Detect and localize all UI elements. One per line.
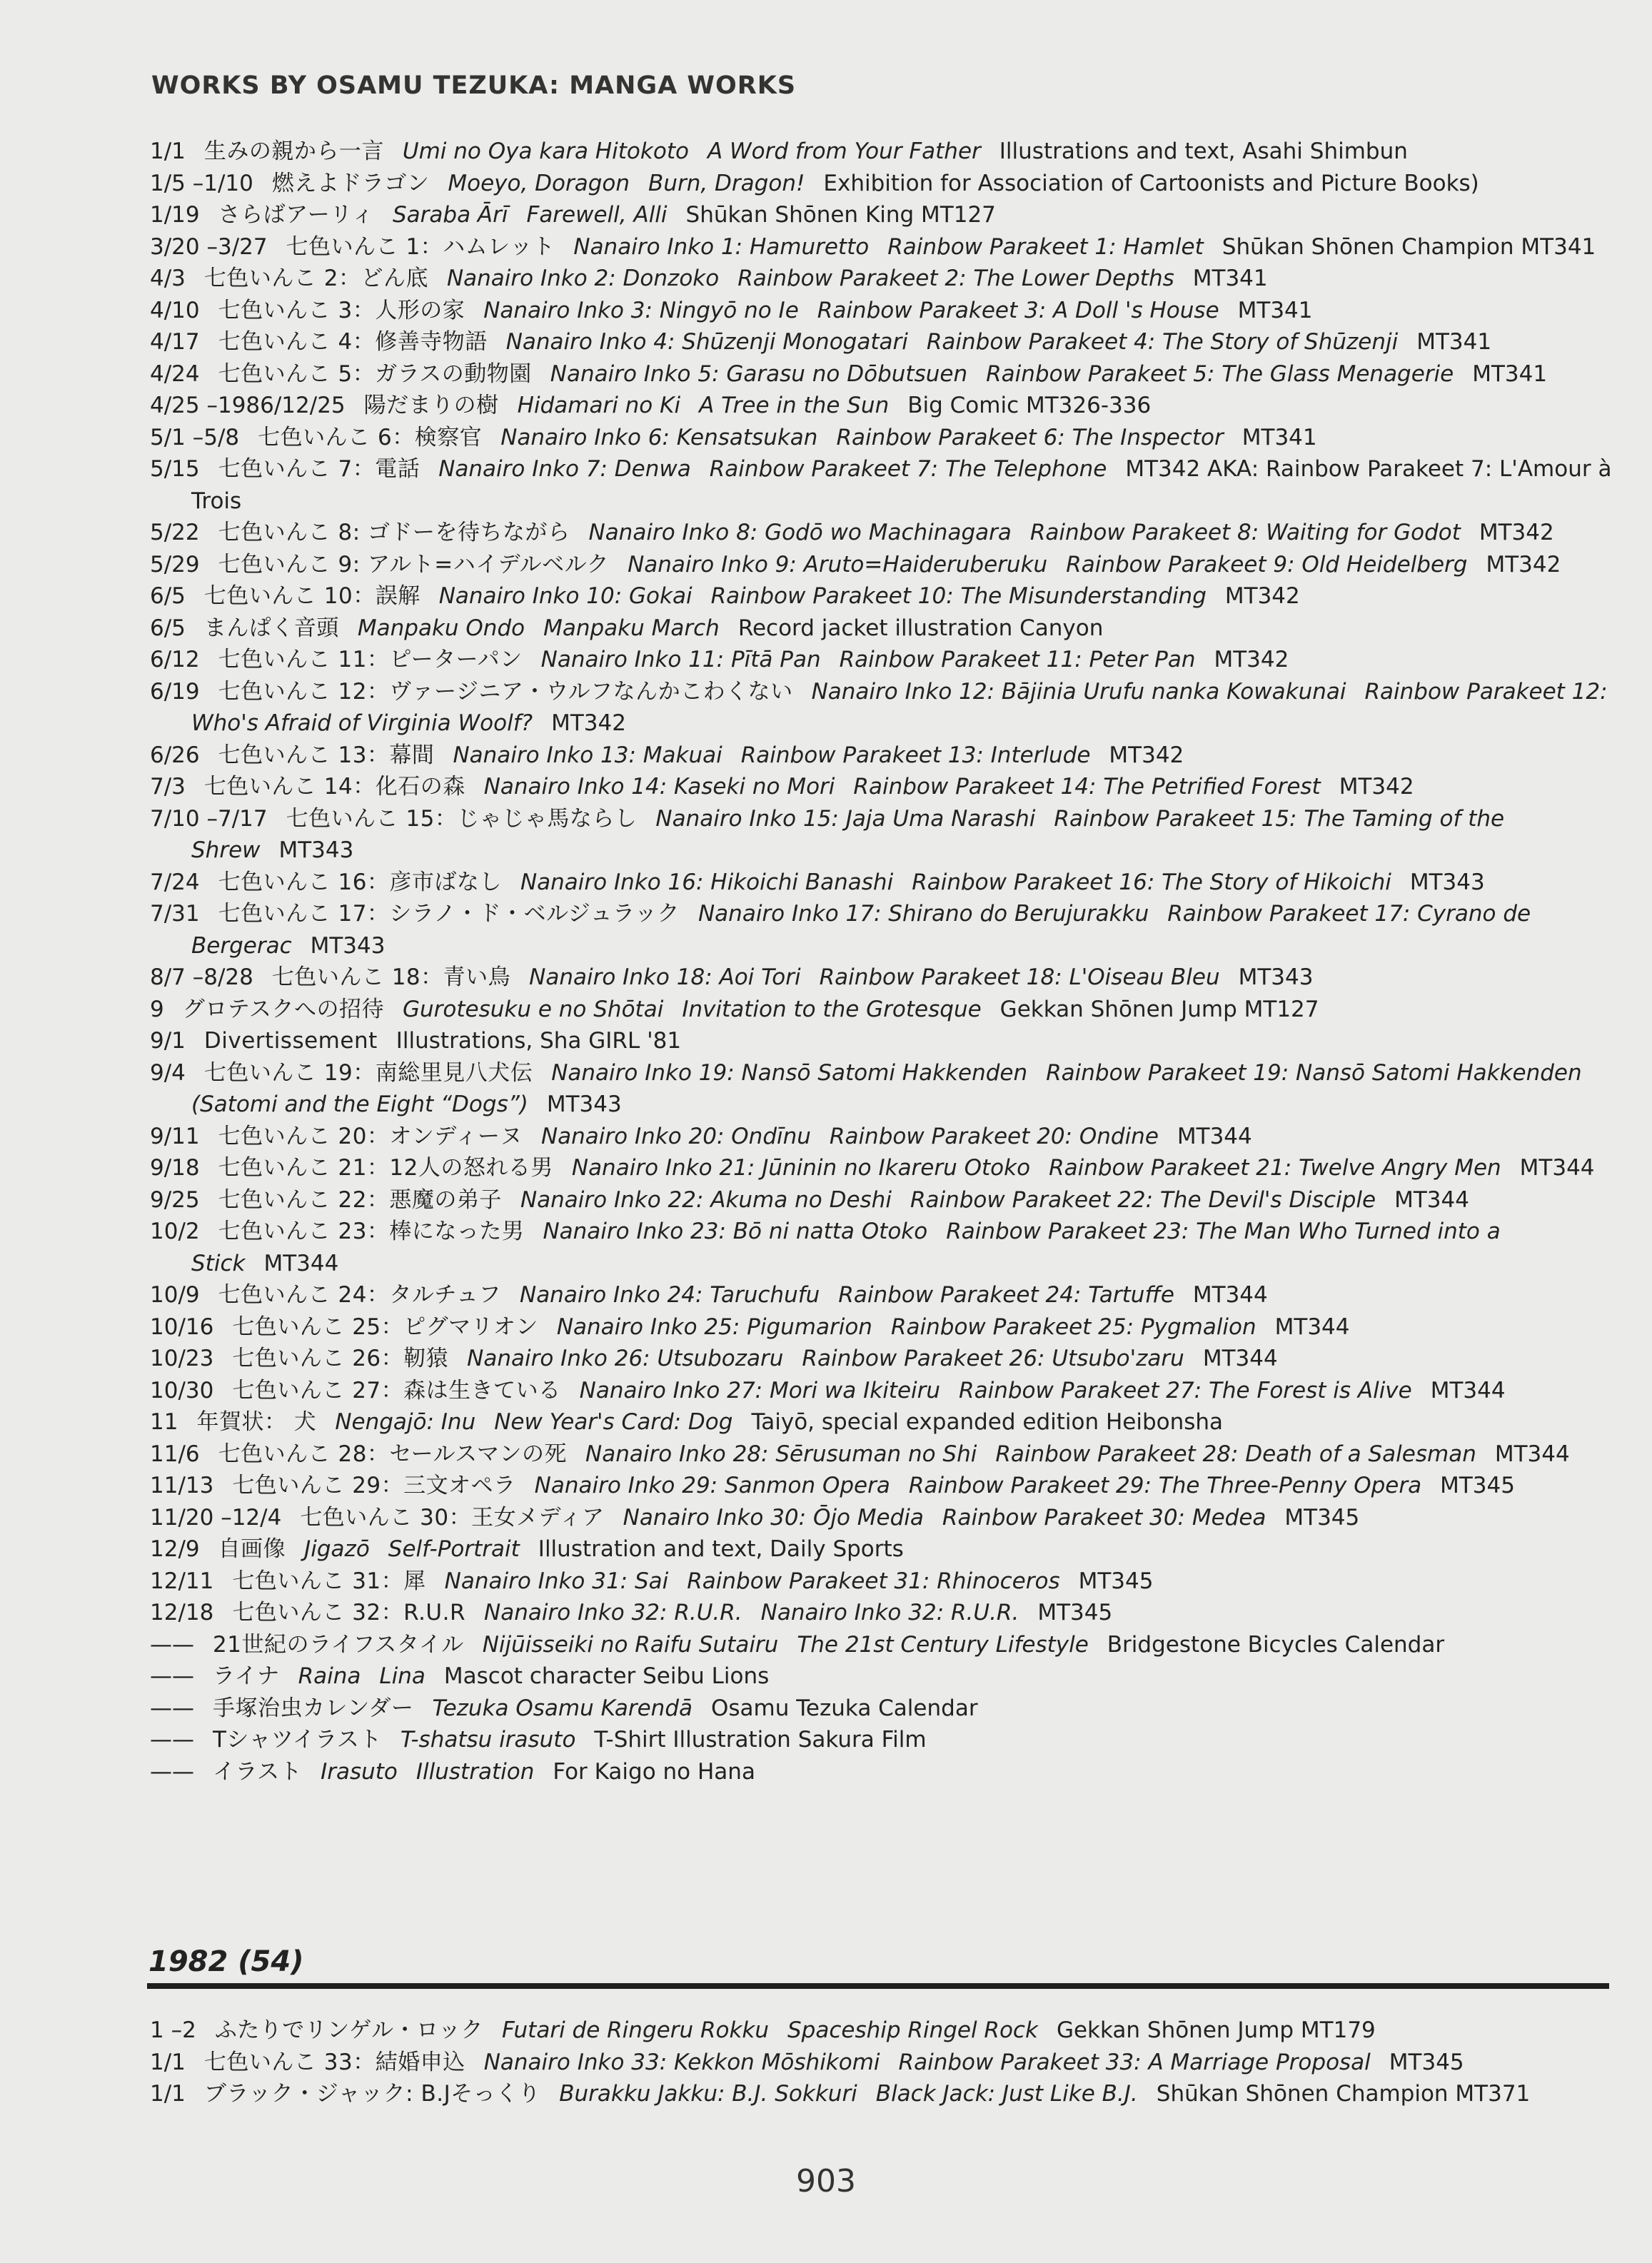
entry-note: Big Comic MT326-336	[907, 393, 1152, 418]
entry-date: 8/7 –8/28	[150, 964, 253, 990]
entry-japanese-title: さらばアーリィ	[218, 202, 374, 228]
entry-row	[150, 1693, 1613, 1725]
entry-row	[150, 1311, 1613, 1344]
entry-date: 9/25	[150, 1186, 200, 1213]
entry-japanese-title: ふたりでリンゲル・ロック	[214, 2017, 483, 2043]
entry-english-title: Invitation to the Grotesque	[682, 996, 982, 1022]
entry-date: 11	[150, 1409, 178, 1435]
entry-japanese-title: 七色いんこ 6：検察官	[258, 424, 483, 450]
entry-english-title: Rainbow Parakeet 24: Tartuffe	[838, 1282, 1174, 1308]
entry-romanized-title: Nanairo Inko 14: Kaseki no Mori	[483, 774, 835, 800]
entry-row	[150, 136, 1613, 168]
entry-row	[150, 1406, 1613, 1438]
entry-note: T-Shirt Illustration Sakura Film	[594, 1727, 927, 1753]
entry-note: MT344	[1494, 1441, 1570, 1467]
entry-japanese-title: 七色いんこ 13：幕間	[218, 742, 435, 768]
entry-japanese-title: イラスト	[213, 1758, 303, 1785]
entry-romanized-title: Nanairo Inko 29: Sanmon Opera	[534, 1473, 890, 1498]
entry-romanized-title: Nanairo Inko 10: Gokai	[438, 583, 692, 609]
entry-english-title: Rainbow Parakeet 25: Pygmalion	[890, 1314, 1256, 1340]
entry-note: Bridgestone Bicycles Calendar	[1107, 1631, 1445, 1658]
entry-japanese-title: 七色いんこ 16：彦市ばなし	[218, 869, 502, 895]
entry-date: 1/5 –1/10	[150, 170, 253, 196]
entry-date: 7/10 –7/17	[150, 805, 268, 832]
entry-english-title: Rainbow Parakeet 11: Peter Pan	[839, 647, 1196, 672]
entry-japanese-title: Divertissement	[203, 1028, 378, 1054]
entry-english-title: Rainbow Parakeet 29: The Three-Penny Opera	[908, 1473, 1422, 1498]
entry-romanized-title: Tezuka Osamu Karendā	[432, 1695, 692, 1721]
entry-row	[150, 1057, 1613, 1121]
entry-japanese-title: 七色いんこ 10：誤解	[203, 583, 420, 609]
entry-note: MT343	[310, 932, 386, 959]
entry-romanized-title: Futari de Ringeru Rokku	[501, 2017, 769, 2043]
entry-note: MT343	[546, 1092, 622, 1117]
entry-note: Shūkan Shōnen Champion MT371	[1156, 2081, 1531, 2107]
entry-note: MT345	[1284, 1504, 1360, 1531]
entry-english-title: Rainbow Parakeet 2: The Lower Depths	[737, 266, 1174, 291]
entry-row	[150, 1629, 1613, 1661]
entry-note: MT344	[1519, 1155, 1595, 1181]
entry-japanese-title: 七色いんこ 5：ガラスの動物園	[218, 361, 532, 387]
entry-date: 4/3	[150, 266, 186, 291]
entry-japanese-title: 七色いんこ 21：12人の怒れる男	[218, 1155, 553, 1181]
entry-date: 7/3	[150, 774, 186, 800]
entry-english-title: Manpaku March	[543, 615, 720, 641]
entry-romanized-title: Nanairo Inko 21: Jūninin no Ikareru Otoko	[571, 1155, 1031, 1181]
entry-romanized-title: Nanairo Inko 30: Ōjo Media	[623, 1504, 924, 1531]
entry-english-title: Rainbow Parakeet 22: The Devil's Disciple	[910, 1186, 1376, 1213]
entry-english-title: Rainbow Parakeet 14: The Petrified Forest	[853, 774, 1321, 800]
entry-japanese-title: 七色いんこ 3：人形の家	[218, 297, 465, 323]
entry-english-title: Rainbow Parakeet 15: The Taming of the Shrew	[191, 805, 1505, 863]
entry-romanized-title: Nanairo Inko 33: Kekkon Mōshikomi	[483, 2049, 880, 2075]
entry-note: Illustrations and text, Asahi Shimbun	[999, 138, 1408, 164]
entry-japanese-title: 七色いんこ 7：電話	[218, 456, 420, 482]
entry-romanized-title: Nanairo Inko 28: Sērusuman no Shi	[585, 1441, 977, 1467]
entry-romanized-title: Nanairo Inko 7: Denwa	[438, 456, 691, 482]
entry-note: Taiyō, special expanded edition Heibonsha	[751, 1409, 1224, 1435]
entry-row	[150, 295, 1613, 327]
entry-note: MT344	[1192, 1282, 1268, 1308]
year-heading: 1982 (54)	[148, 1945, 304, 1978]
running-head: WORKS BY OSAMU TEZUKA: MANGA WORKS	[151, 71, 797, 100]
entry-date: 9/11	[150, 1123, 200, 1149]
entry-row	[150, 1566, 1613, 1598]
entry-romanized-title: Nanairo Inko 16: Hikoichi Banashi	[520, 869, 894, 895]
entry-row	[150, 1216, 1613, 1279]
entry-japanese-title: 七色いんこ 14：化石の森	[203, 774, 465, 800]
entry-romanized-title: Nanairo Inko 32: R.U.R.	[484, 1600, 742, 1626]
entry-row	[150, 1279, 1613, 1311]
entry-row	[150, 168, 1613, 200]
entry-english-title: Farewell, Alli	[526, 202, 668, 228]
entry-note: MT345	[1037, 1600, 1113, 1626]
entry-note: Gekkan Shōnen Jump MT179	[1056, 2017, 1376, 2043]
entry-romanized-title: Nanairo Inko 27: Mori wa Ikiteiru	[579, 1377, 941, 1403]
entry-row	[150, 422, 1613, 454]
entry-date: 10/9	[150, 1282, 200, 1308]
entry-romanized-title: Jigazō	[304, 1536, 370, 1562]
entry-japanese-title: 手塚治虫カレンダー	[213, 1695, 414, 1721]
entry-japanese-title: 七色いんこ 2：どん底	[203, 266, 428, 291]
entry-note: Illustration and text, Daily Sports	[538, 1536, 904, 1562]
entry-row	[150, 803, 1613, 867]
entry-english-title: Rainbow Parakeet 27: The Forest is Alive	[959, 1377, 1412, 1403]
entry-japanese-title: 七色いんこ 19：南総里見八犬伝	[203, 1059, 533, 1086]
entry-romanized-title: Nanairo Inko 15: Jaja Uma Narashi	[655, 805, 1036, 832]
entry-english-title: Rainbow Parakeet 20: Ondine	[829, 1123, 1159, 1149]
entry-japanese-title: 燃えよドラゴン	[271, 170, 430, 196]
entry-japanese-title: 七色いんこ 8: ゴドーを待ちながら	[218, 520, 570, 545]
entry-romanized-title: Nanairo Inko 13: Makuai	[453, 742, 722, 768]
entry-row	[150, 962, 1613, 994]
entry-japanese-title: 七色いんこ 28：セールスマンの死	[218, 1441, 568, 1467]
entry-romanized-title: Nanairo Inko 8: Godō wo Machinagara	[588, 520, 1012, 545]
entry-row	[150, 898, 1613, 962]
entry-note: MT345	[1389, 2049, 1464, 2075]
entry-note: MT342	[1214, 647, 1289, 672]
entry-romanized-title: Nanairo Inko 6: Kensatsukan	[500, 424, 818, 450]
entry-romanized-title: Umi no Oya kara Hitokoto	[402, 138, 689, 164]
entry-note: MT342	[1109, 742, 1184, 768]
entry-english-title: Rainbow Parakeet 21: Twelve Angry Men	[1049, 1155, 1501, 1181]
entry-romanized-title: Nanairo Inko 1: Hamuretto	[573, 233, 870, 260]
entry-row	[150, 1184, 1613, 1216]
entry-row	[150, 2015, 1613, 2047]
entry-romanized-title: Nanairo Inko 3: Ningyō no Ie	[483, 297, 799, 323]
entry-english-title: Rainbow Parakeet 13: Interlude	[740, 742, 1091, 768]
entry-japanese-title: 七色いんこ 33：結婚申込	[203, 2049, 465, 2075]
entry-row	[150, 1025, 1613, 1057]
entry-romanized-title: Saraba Ārī	[392, 202, 508, 228]
entry-note: MT344	[1202, 1346, 1278, 1371]
entry-english-title: Burn, Dragon!	[648, 170, 805, 196]
entry-note: MT342	[1224, 583, 1300, 609]
entry-date: ——	[150, 1631, 194, 1658]
entry-english-title: Rainbow Parakeet 7: The Telephone	[709, 456, 1107, 482]
entry-note: Gekkan Shōnen Jump MT127	[999, 996, 1319, 1022]
entry-date: ——	[150, 1758, 194, 1785]
entry-row	[150, 263, 1613, 295]
entry-date: 5/22	[150, 520, 200, 545]
entry-note: Illustrations, Sha GIRL '81	[396, 1028, 682, 1054]
entry-japanese-title: 七色いんこ 15：じゃじゃ馬ならし	[286, 805, 638, 832]
entry-row	[150, 358, 1613, 390]
entry-english-title: Rainbow Parakeet 30: Medea	[942, 1504, 1266, 1531]
entry-english-title: Black Jack: Just Like B.J.	[875, 2081, 1138, 2107]
entry-romanized-title: Nanairo Inko 26: Utsubozaru	[467, 1346, 784, 1371]
entry-note: MT341	[1416, 329, 1492, 355]
entry-english-title: Spaceship Ringel Rock	[787, 2017, 1038, 2043]
entry-japanese-title: 七色いんこ 17：シラノ・ド・ベルジュラック	[218, 901, 680, 927]
entry-japanese-title: まんぱく音頭	[203, 615, 339, 641]
entry-row	[150, 1597, 1613, 1629]
entry-note: MT341	[1241, 424, 1317, 450]
entry-date: 10/2	[150, 1219, 200, 1244]
entry-english-title: Rainbow Parakeet 19: Nansō Satomi Hakkenden (Satomi and the Eight “Dogs”)	[191, 1059, 1582, 1117]
entry-japanese-title: 七色いんこ 20：オンディーヌ	[218, 1123, 523, 1149]
entry-japanese-title: 七色いんこ 26：靭猿	[232, 1346, 449, 1371]
entry-date: ——	[150, 1727, 194, 1753]
entry-date: 9/4	[150, 1059, 186, 1086]
entry-english-title: Rainbow Parakeet 8: Waiting for Godot	[1029, 520, 1461, 545]
entry-english-title: Lina	[379, 1663, 425, 1689]
entry-japanese-title: 七色いんこ 12：ヴァージニア・ウルフなんかこわくない	[218, 678, 793, 705]
entry-date: 9/18	[150, 1155, 200, 1181]
entry-japanese-title: 七色いんこ 30：王女メディア	[300, 1504, 605, 1531]
entry-romanized-title: Irasuto	[321, 1758, 398, 1785]
entry-note: For Kaigo no Hana	[553, 1758, 755, 1785]
entry-english-title: Rainbow Parakeet 17: Cyrano de Bergerac	[191, 901, 1531, 959]
entry-english-title: Nanairo Inko 32: R.U.R.	[760, 1600, 1019, 1626]
entries-list	[150, 136, 1613, 1788]
entry-japanese-title: 七色いんこ 18：青い鳥	[271, 964, 511, 990]
entry-romanized-title: Nanairo Inko 5: Garasu no Dōbutsuen	[550, 361, 968, 387]
entry-note: Shūkan Shōnen King MT127	[685, 202, 996, 228]
entry-note: MT342	[1486, 551, 1561, 578]
entry-row	[150, 676, 1613, 740]
entry-date: 9	[150, 996, 164, 1022]
entry-date: ——	[150, 1663, 194, 1689]
entry-japanese-title: 生みの親から一言	[203, 138, 384, 164]
entry-romanized-title: Nanairo Inko 18: Aoi Tori	[529, 964, 801, 990]
entry-romanized-title: Nanairo Inko 20: Ondīnu	[540, 1123, 811, 1149]
entry-row	[150, 2047, 1613, 2079]
entry-romanized-title: Nanairo Inko 19: Nansō Satomi Hakkenden	[551, 1059, 1028, 1086]
entry-date: 12/9	[150, 1536, 200, 1562]
entry-romanized-title: Nanairo Inko 22: Akuma no Deshi	[520, 1186, 892, 1213]
entry-row	[150, 740, 1613, 772]
entry-japanese-title: 七色いんこ 25：ピグマリオン	[232, 1314, 538, 1340]
entry-note: MT344	[1430, 1377, 1506, 1403]
entry-japanese-title: 21世紀のライフスタイル	[213, 1631, 464, 1658]
entry-japanese-title: 七色いんこ 31：犀	[232, 1568, 426, 1594]
entry-date: 1/1	[150, 138, 186, 164]
entry-english-title: Rainbow Parakeet 31: Rhinoceros	[687, 1568, 1060, 1594]
entry-row	[150, 1438, 1613, 1471]
entry-date: 11/20 –12/4	[150, 1504, 282, 1531]
entry-note: MT343	[1409, 869, 1485, 895]
entry-note: MT345	[1440, 1473, 1515, 1498]
entry-row	[150, 1502, 1613, 1534]
entry-note: Record jacket illustration Canyon	[737, 615, 1104, 641]
entry-date: 3/20 –3/27	[150, 233, 268, 260]
entry-romanized-title: Nanairo Inko 4: Shūzenji Monogatari	[505, 329, 908, 355]
entry-date: 9/1	[150, 1028, 186, 1054]
entry-english-title: Rainbow Parakeet 12: Who's Afraid of Virginia Woolf?	[191, 678, 1608, 736]
entry-row	[150, 867, 1613, 899]
entry-english-title: Rainbow Parakeet 5: The Glass Menagerie	[986, 361, 1454, 387]
entry-date: 4/25 –1986/12/25	[150, 393, 346, 418]
entry-japanese-title: 年賀状： 犬	[196, 1409, 317, 1435]
entry-row	[150, 771, 1613, 803]
entry-date: 6/5	[150, 615, 186, 641]
entry-romanized-title: Nanairo Inko 25: Pigumarion	[556, 1314, 872, 1340]
entry-english-title: Rainbow Parakeet 10: The Misunderstanding	[710, 583, 1207, 609]
entry-romanized-title: Burakku Jakku: B.J. Sokkuri	[559, 2081, 857, 2107]
entry-japanese-title: 七色いんこ 23：棒になった男	[218, 1219, 525, 1244]
entry-english-title: Rainbow Parakeet 33: A Marriage Proposal	[898, 2049, 1371, 2075]
entry-romanized-title: T-shatsu irasuto	[400, 1727, 576, 1753]
entry-row	[150, 1724, 1613, 1756]
entry-japanese-title: 七色いんこ 24：タルチュフ	[218, 1282, 501, 1308]
entry-row	[150, 1660, 1613, 1693]
entry-row	[150, 231, 1613, 263]
entry-date: 10/16	[150, 1314, 214, 1340]
entry-english-title: New Year's Card: Dog	[494, 1409, 733, 1435]
entry-note: MT344	[263, 1250, 339, 1276]
entry-english-title: A Word from Your Father	[707, 138, 981, 164]
entry-english-title: Rainbow Parakeet 3: A Doll 's House	[817, 297, 1219, 323]
entry-note: MT342	[551, 710, 626, 736]
entry-japanese-title: グロテスクへの招待	[182, 996, 384, 1022]
entry-note: MT341	[1472, 361, 1548, 387]
entry-japanese-title: 七色いんこ 27：森は生きている	[232, 1377, 561, 1403]
entry-japanese-title: 七色いんこ 32：R.U.R	[232, 1600, 466, 1626]
entry-japanese-title: 七色いんこ 9: アルト=ハイデルベルク	[218, 551, 610, 578]
entry-japanese-title: 陽だまりの樹	[363, 393, 499, 418]
entry-row	[150, 613, 1613, 645]
entry-date: 5/15	[150, 456, 200, 482]
entry-note: MT344	[1177, 1123, 1252, 1149]
entry-japanese-title: 自画像	[218, 1536, 286, 1562]
entry-english-title: Illustration	[415, 1758, 535, 1785]
entry-note: MT345	[1078, 1568, 1154, 1594]
entry-date: 5/1 –5/8	[150, 424, 240, 450]
entry-row	[150, 199, 1613, 231]
entry-note: Osamu Tezuka Calendar	[711, 1695, 978, 1721]
page-number: 903	[796, 2163, 856, 2199]
entry-english-title: Rainbow Parakeet 4: The Story of Shūzenji	[926, 329, 1399, 355]
entry-romanized-title: Raina	[298, 1663, 361, 1689]
entry-date: 10/23	[150, 1346, 214, 1371]
entry-japanese-title: ライナ	[213, 1663, 280, 1689]
entries-1982-list	[150, 2015, 1613, 2110]
entry-romanized-title: Nanairo Inko 24: Taruchufu	[520, 1282, 820, 1308]
entry-date: 1/1	[150, 2081, 186, 2107]
entry-date: ——	[150, 1695, 194, 1721]
entry-date: 7/24	[150, 869, 200, 895]
entry-note: MT343	[278, 837, 354, 863]
entry-note: Shūkan Shōnen Champion MT341	[1222, 233, 1596, 260]
year-divider	[147, 1983, 1609, 1989]
entry-japanese-title: 七色いんこ 22：悪魔の弟子	[218, 1186, 502, 1213]
entry-date: 11/13	[150, 1473, 214, 1498]
entry-japanese-title: 七色いんこ 29：三文オペラ	[232, 1473, 516, 1498]
entry-note: MT341	[1237, 297, 1313, 323]
entry-romanized-title: Nijūisseiki no Raifu Sutairu	[482, 1631, 779, 1658]
entry-row	[150, 1533, 1613, 1566]
entry-english-title: Rainbow Parakeet 23: The Man Who Turned into a Stick	[191, 1219, 1501, 1276]
entry-date: 6/19	[150, 678, 200, 705]
entry-date: 5/29	[150, 551, 200, 578]
entry-row	[150, 1375, 1613, 1407]
entry-english-title: Rainbow Parakeet 26: Utsubo'zaru	[802, 1346, 1184, 1371]
entry-note: Mascot character Seibu Lions	[443, 1663, 770, 1689]
entry-row	[150, 1470, 1613, 1502]
entry-date: 4/17	[150, 329, 200, 355]
entry-english-title: Rainbow Parakeet 1: Hamlet	[887, 233, 1204, 260]
entry-english-title: Rainbow Parakeet 28: Death of a Salesman	[995, 1441, 1476, 1467]
entry-romanized-title: Nanairo Inko 12: Bājinia Urufu nanka Kowakunai	[811, 678, 1346, 705]
entry-note: MT341	[1192, 266, 1268, 291]
entry-date: 12/11	[150, 1568, 214, 1594]
entry-row	[150, 2078, 1613, 2110]
entry-note: MT343	[1238, 964, 1314, 990]
entry-row	[150, 326, 1613, 358]
entry-english-title: Self-Portrait	[388, 1536, 520, 1562]
entry-note: MT344	[1274, 1314, 1350, 1340]
entry-note: Exhibition for Association of Cartoonists and Picture Books)	[823, 170, 1479, 196]
entry-japanese-title: 七色いんこ 4：修善寺物語	[218, 329, 488, 355]
entry-romanized-title: Nanairo Inko 2: Donzoko	[446, 266, 720, 291]
entry-english-title: Rainbow Parakeet 16: The Story of Hikoichi	[912, 869, 1391, 895]
entry-date: 11/6	[150, 1441, 200, 1467]
entry-date: 7/31	[150, 901, 200, 927]
entry-row	[150, 1152, 1613, 1184]
entry-romanized-title: Nanairo Inko 9: Aruto=Haideruberuku	[628, 551, 1048, 578]
entry-romanized-title: Nanairo Inko 11: Pītā Pan	[540, 647, 821, 672]
entry-date: 6/26	[150, 742, 200, 768]
entry-english-title: Rainbow Parakeet 18: L'Oiseau Bleu	[819, 964, 1220, 990]
entry-note: MT342 AKA: Rainbow Parakeet 7: L'Amour à Trois	[191, 456, 1612, 514]
entry-english-title: A Tree in the Sun	[699, 393, 890, 418]
entry-japanese-title: Tシャツイラスト	[213, 1727, 382, 1753]
entry-row	[150, 453, 1613, 517]
entry-romanized-title: Manpaku Ondo	[357, 615, 525, 641]
entry-date: 4/10	[150, 297, 200, 323]
entry-row	[150, 1343, 1613, 1375]
entry-note: MT342	[1479, 520, 1554, 545]
entry-date: 1 –2	[150, 2017, 196, 2043]
entry-row	[150, 390, 1613, 422]
entry-english-title: Rainbow Parakeet 9: Old Heidelberg	[1066, 551, 1468, 578]
entry-row	[150, 1756, 1613, 1788]
entry-date: 1/19	[150, 202, 200, 228]
entry-date: 10/30	[150, 1377, 214, 1403]
entry-romanized-title: Gurotesuku e no Shōtai	[403, 996, 664, 1022]
entry-romanized-title: Moeyo, Doragon	[448, 170, 630, 196]
entry-romanized-title: Nengajō: Inu	[335, 1409, 476, 1435]
entry-english-title: The 21st Century Lifestyle	[797, 1631, 1089, 1658]
entry-date: 6/12	[150, 647, 200, 672]
entry-row	[150, 517, 1613, 549]
entry-japanese-title: 七色いんこ 1：ハムレット	[286, 233, 555, 260]
entry-row	[150, 644, 1613, 676]
entry-romanized-title: Nanairo Inko 17: Shirano do Berujurakku	[697, 901, 1149, 927]
entry-row	[150, 580, 1613, 613]
entry-date: 6/5	[150, 583, 186, 609]
entry-date: 1/1	[150, 2049, 186, 2075]
entry-romanized-title: Nanairo Inko 31: Sai	[444, 1568, 669, 1594]
entry-date: 4/24	[150, 361, 200, 387]
entry-romanized-title: Hidamari no Ki	[517, 393, 681, 418]
entry-row	[150, 1121, 1613, 1153]
entry-row	[150, 549, 1613, 581]
entry-japanese-title: 七色いんこ 11：ピーターパン	[218, 647, 523, 672]
entry-romanized-title: Nanairo Inko 23: Bō ni natta Otoko	[543, 1219, 928, 1244]
entry-japanese-title: ブラック・ジャック: B.Jそっくり	[203, 2081, 541, 2107]
entry-note: MT342	[1339, 774, 1414, 800]
entry-english-title: Rainbow Parakeet 6: The Inspector	[836, 424, 1224, 450]
entry-note: MT344	[1394, 1186, 1469, 1213]
entry-date: 12/18	[150, 1600, 214, 1626]
entry-row	[150, 994, 1613, 1026]
